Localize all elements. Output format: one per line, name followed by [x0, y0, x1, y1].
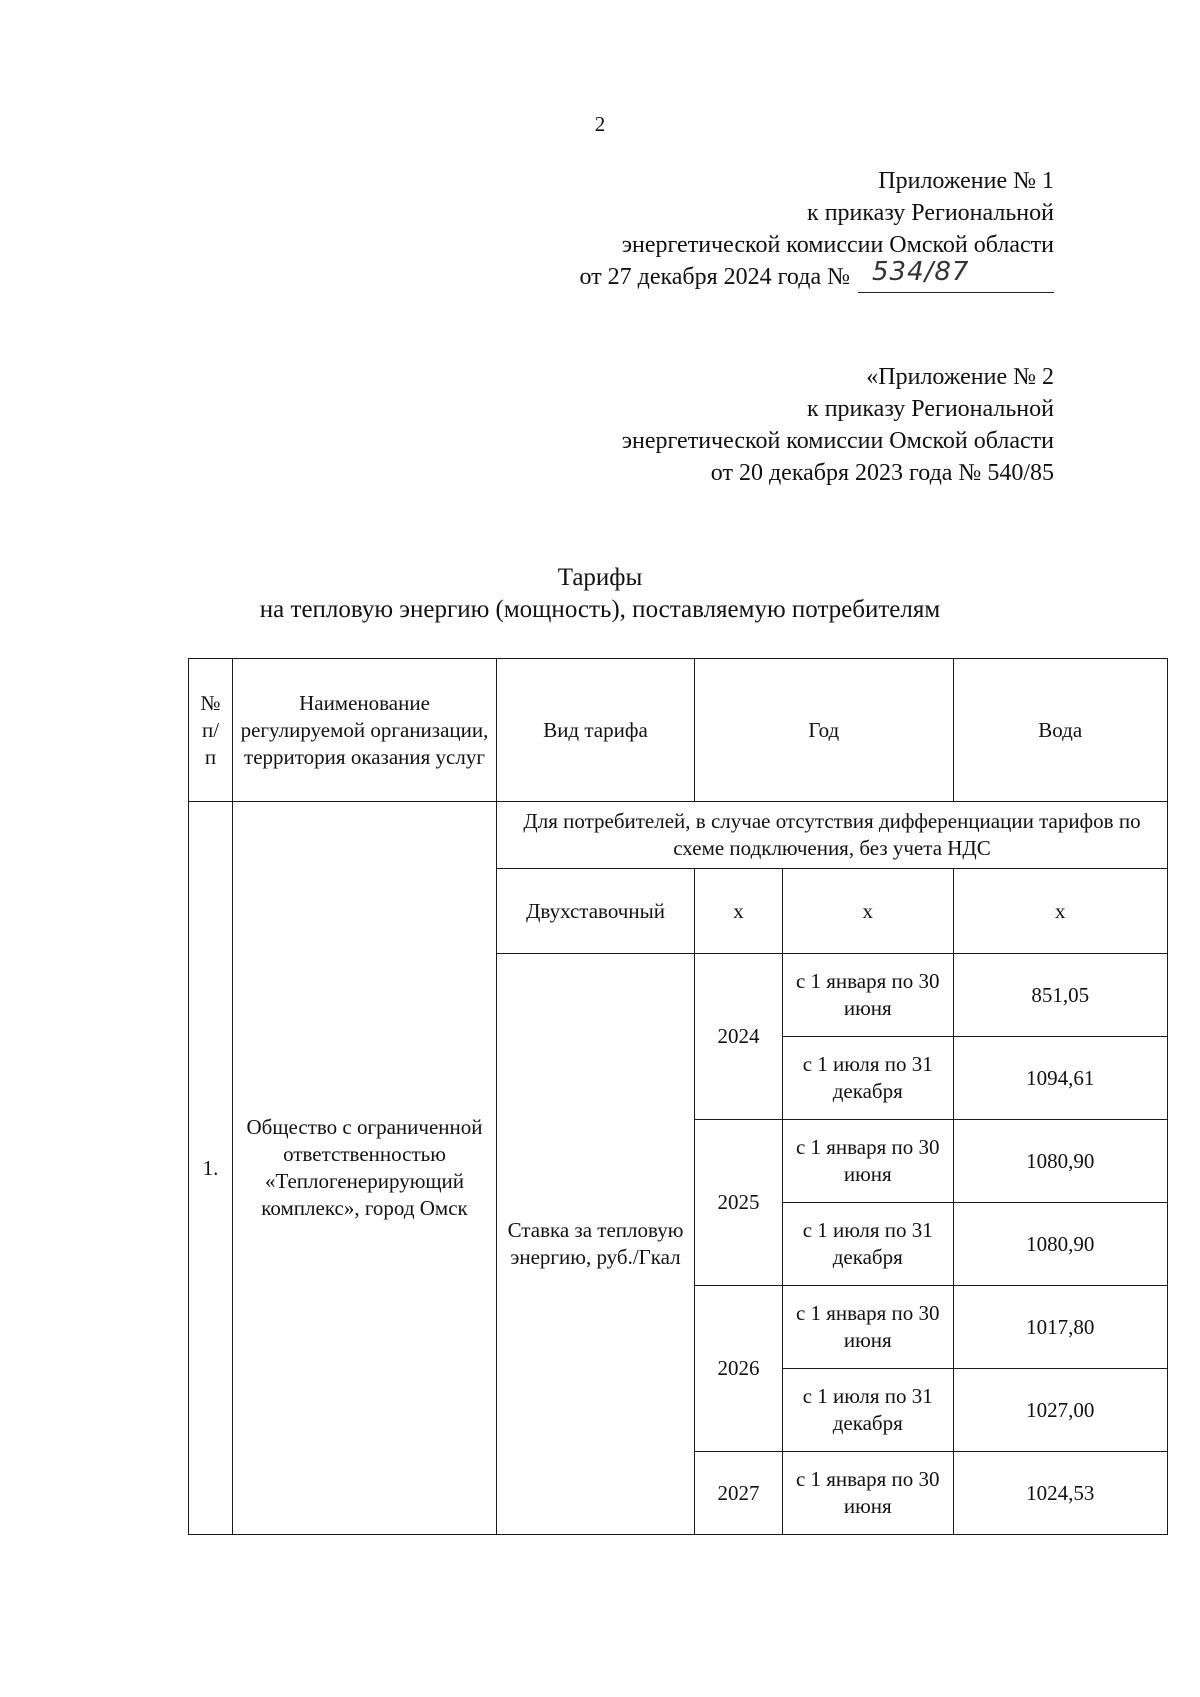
organization-cell: Общество с ограниченной ответственностью «Теплогенерирующий комплекс», город Омск	[233, 802, 497, 1535]
two-part-year: х	[695, 869, 783, 954]
document-title	[0, 562, 1200, 626]
value-cell: 851,05	[953, 954, 1168, 1037]
header-org: Наименование регулируемой организации, территория оказания услуг	[233, 659, 497, 802]
title-line2: на тепловую энергию (мощность), поставляемую потребителям	[259, 596, 941, 623]
value-cell: 1024,53	[953, 1452, 1168, 1535]
period-cell: с 1 июля по 31 декабря	[783, 1037, 954, 1120]
year-cell: 2024	[695, 954, 783, 1120]
header-year: Год	[695, 659, 954, 802]
header-type: Вид тарифа	[497, 659, 695, 802]
consumer-note: Для потребителей, в случае отсутствия дифференциации тарифов по схеме подключения, без учета НДС	[497, 802, 1168, 869]
page-number: 2	[594, 112, 606, 136]
appendix-1-order-line	[579, 257, 1054, 293]
row-number: 1.	[189, 802, 233, 1535]
appendix-1-header	[579, 165, 1054, 293]
value-cell: 1027,00	[953, 1369, 1168, 1452]
appendix-2-header	[622, 361, 1054, 489]
header-water: Вода	[953, 659, 1168, 802]
note-row	[189, 802, 1168, 869]
period-cell: с 1 июля по 31 декабря	[783, 1369, 954, 1452]
rate-type-cell: Ставка за тепловую энергию, руб./Гкал	[497, 954, 695, 1535]
period-cell: с 1 января по 30 июня	[783, 1120, 954, 1203]
value-cell: 1017,80	[953, 1286, 1168, 1369]
appendix-1-line4: от 27 декабря 2024 года №	[579, 264, 850, 290]
value-cell: 1080,90	[953, 1203, 1168, 1286]
two-part-value: х	[953, 869, 1168, 954]
appendix-2-line3: энергетической комиссии Омской области	[621, 428, 1054, 454]
value-cell: 1094,61	[953, 1037, 1168, 1120]
title-line1: Тарифы	[557, 564, 643, 591]
year-cell: 2025	[695, 1120, 783, 1286]
period-cell: с 1 января по 30 июня	[783, 1286, 954, 1369]
appendix-2-line1: «Приложение № 2	[866, 364, 1054, 390]
appendix-2-line2: к приказу Региональной	[807, 396, 1054, 422]
year-cell: 2027	[695, 1452, 783, 1535]
period-cell: с 1 июля по 31 декабря	[783, 1203, 954, 1286]
order-number-handwritten: 534/87	[872, 257, 970, 287]
table-header-row	[189, 659, 1168, 802]
appendix-1-line2: к приказу Региональной	[807, 200, 1054, 226]
order-number-field	[858, 257, 1054, 293]
two-part-period: х	[783, 869, 954, 954]
tariff-table	[188, 658, 1168, 1535]
period-cell: с 1 января по 30 июня	[783, 954, 954, 1037]
appendix-1-line1: Приложение № 1	[878, 168, 1054, 194]
value-cell: 1080,90	[953, 1120, 1168, 1203]
two-part-label: Двухставочный	[497, 869, 695, 954]
header-num: № п/ п	[189, 659, 233, 802]
appendix-1-line3: энергетической комиссии Омской области	[621, 232, 1054, 258]
period-cell: с 1 января по 30 июня	[783, 1452, 954, 1535]
year-cell: 2026	[695, 1286, 783, 1452]
appendix-2-line4: от 20 декабря 2023 года № 540/85	[710, 460, 1054, 486]
